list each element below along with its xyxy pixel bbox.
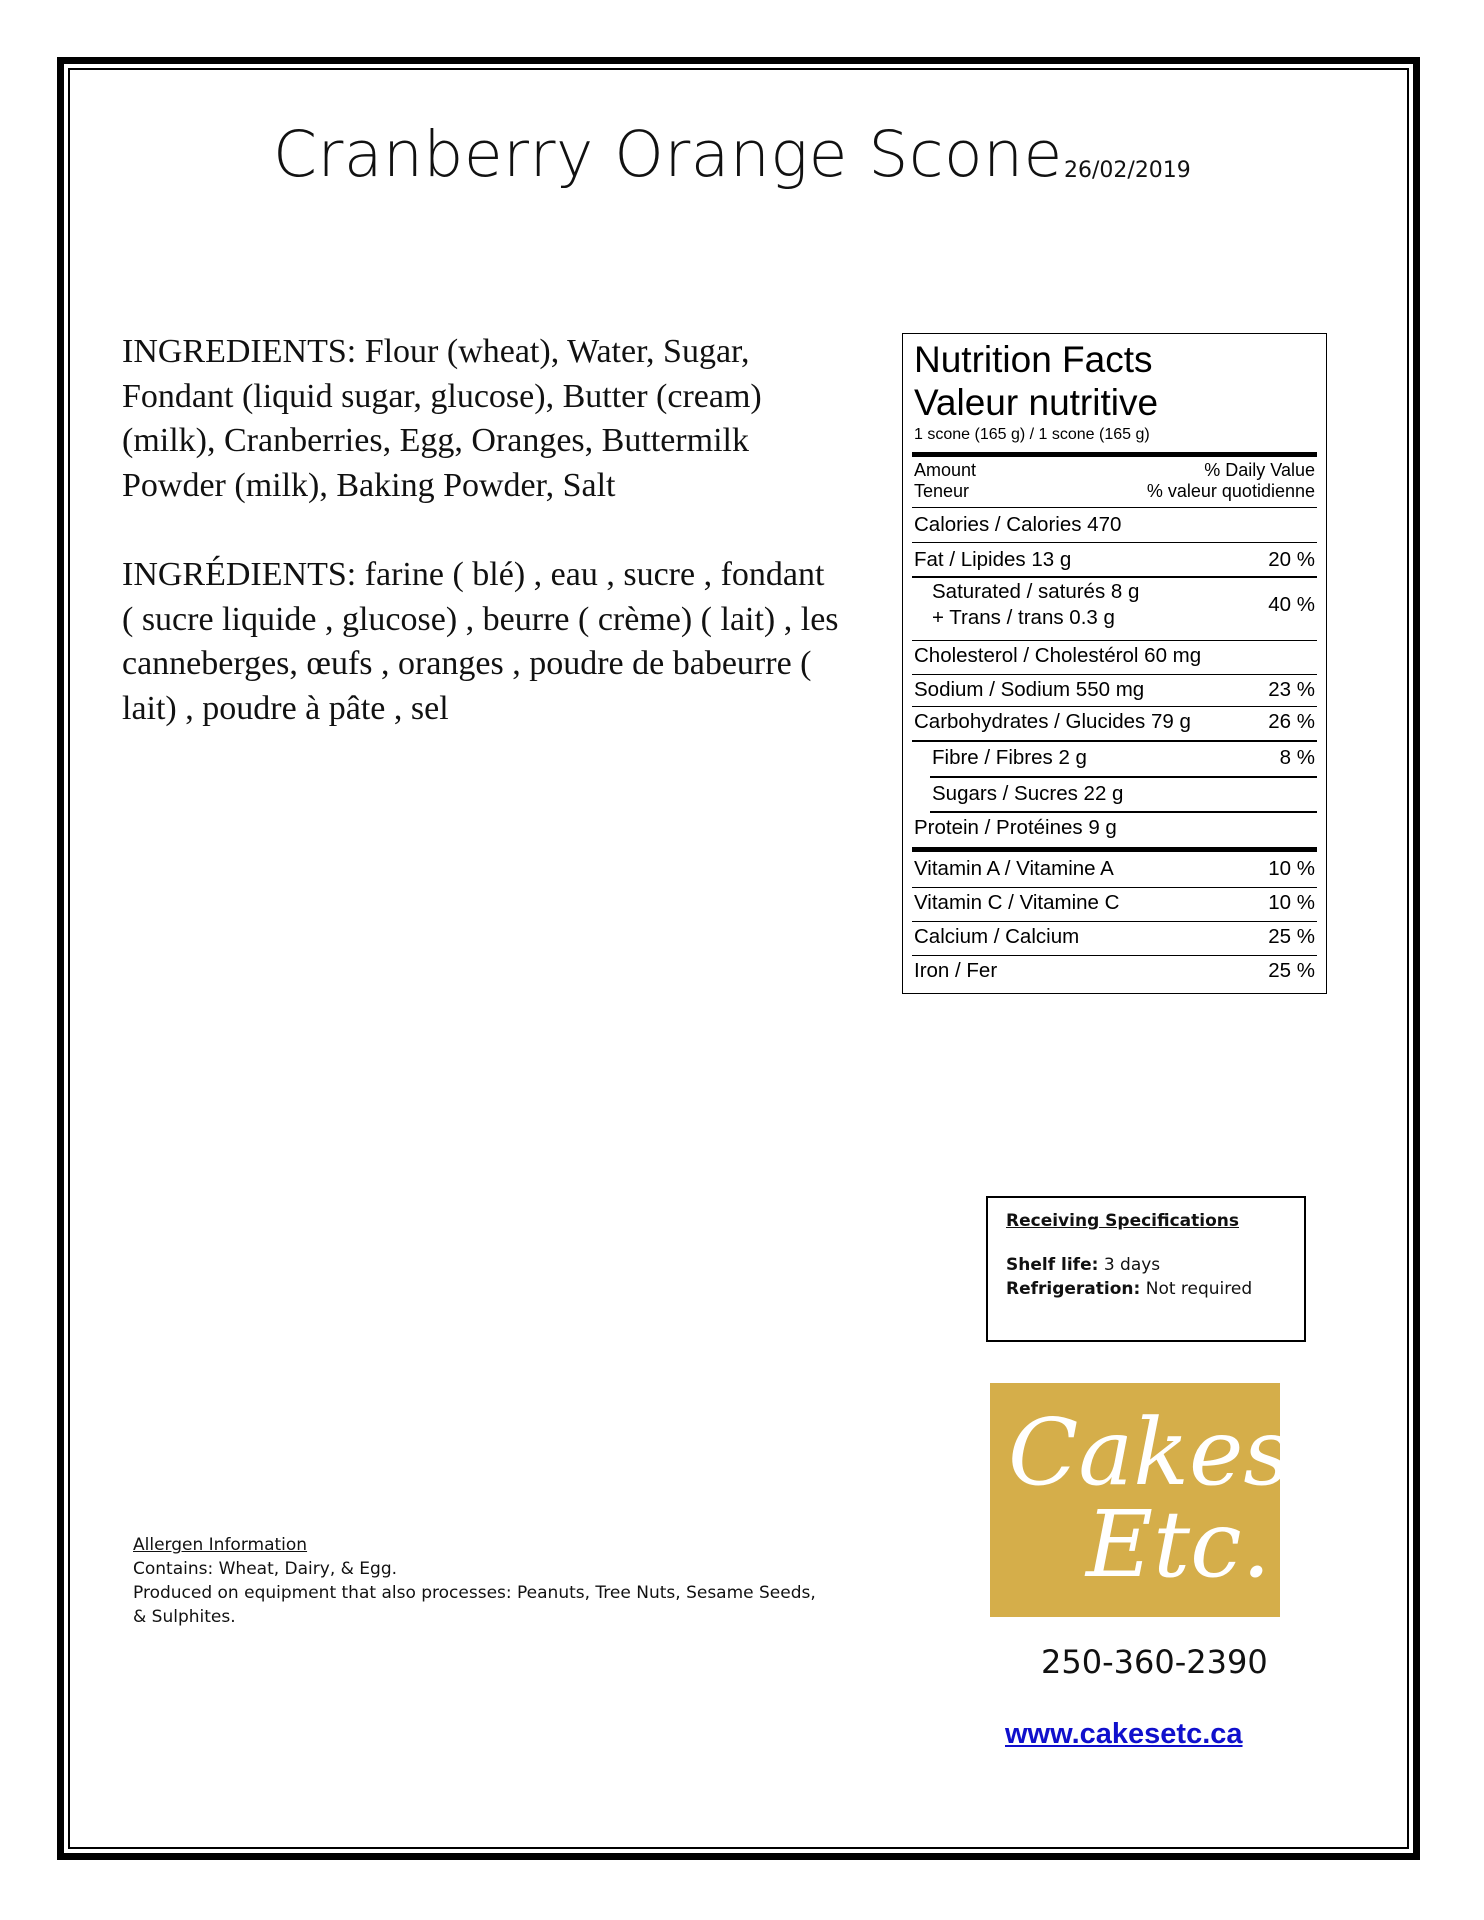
allergen-contains: Contains: Wheat, Dairy, & Egg. (133, 1559, 398, 1579)
nutrition-facts-table (902, 333, 1327, 994)
carbs-row (914, 709, 1315, 735)
allergen-produced-line1: Produced on equipment that also processes: Peanuts, Tree Nuts, Sesame Seeds, (133, 1583, 816, 1603)
divider (912, 576, 1317, 578)
amount-label-fr: Teneur (914, 481, 970, 501)
cholesterol-row (914, 643, 1315, 669)
daily-value-label-fr: % valeur quotidienne (1146, 481, 1315, 501)
saturated-pct: 40 % (1268, 593, 1315, 616)
cakes-etc-logo (990, 1383, 1291, 1617)
refrigeration-line (1006, 1279, 1252, 1299)
serving-size: 1 scone (165 g) / 1 scone (165 g) (914, 426, 1150, 443)
allergen-heading: Allergen Information (133, 1535, 308, 1555)
divider (930, 776, 1317, 778)
calcium-pct: 25 % (1268, 925, 1315, 948)
allergen-information (133, 1533, 913, 1629)
receiving-specifications-box (986, 1196, 1306, 1342)
nutrition-title-en: Nutrition Facts (914, 339, 1153, 380)
divider (912, 640, 1317, 641)
divider (912, 507, 1317, 508)
divider (912, 706, 1317, 707)
divider-thick (912, 847, 1317, 852)
carbs-pct: 26 % (1268, 710, 1315, 733)
vitamin-a-row (914, 856, 1315, 882)
vitamin-c-label: Vitamin C / Vitamine C (914, 891, 1120, 914)
refrigeration-label: Refrigeration: (1006, 1279, 1141, 1299)
daily-value-label-en: % Daily Value (1204, 460, 1315, 480)
fibre-row (914, 745, 1315, 771)
product-title: Cranberry Orange Scone (273, 118, 1063, 191)
fat-pct: 20 % (1268, 548, 1315, 571)
divider (912, 542, 1317, 543)
logo-text-line2: Etc. (1086, 1491, 1271, 1598)
protein-label: Protein / Protéines 9 g (914, 816, 1117, 839)
amount-header-fr (914, 481, 1315, 502)
amount-header-en (914, 460, 1315, 481)
phone-number: 250-360-2390 (1041, 1643, 1268, 1681)
divider (930, 811, 1317, 813)
fibre-pct: 8 % (1279, 746, 1315, 769)
shelf-life-label: Shelf life: (1006, 1255, 1099, 1275)
iron-pct: 25 % (1268, 959, 1315, 982)
cholesterol-label: Cholesterol / Cholestérol 60 mg (914, 644, 1202, 667)
shelf-life-value: 3 days (1103, 1255, 1161, 1275)
carbs-label: Carbohydrates / Glucides 79 g (914, 710, 1191, 733)
divider-thick (912, 452, 1317, 457)
sodium-label: Sodium / Sodium 550 mg (914, 678, 1145, 701)
receiving-title: Receiving Specifications (1006, 1211, 1240, 1231)
divider (912, 887, 1317, 888)
vitamin-c-pct: 10 % (1268, 891, 1315, 914)
fat-label: Fat / Lipides 13 g (914, 548, 1072, 571)
vitamin-c-row (914, 890, 1315, 916)
divider (912, 740, 1317, 742)
trans-label: + Trans / trans 0.3 g (932, 606, 1115, 629)
protein-row (914, 815, 1315, 841)
calories-row (914, 512, 1315, 538)
sugars-label: Sugars / Sucres 22 g (932, 782, 1124, 805)
refrigeration-value: Not required (1145, 1279, 1253, 1299)
website-link[interactable]: www.cakesetc.ca (1005, 1718, 1243, 1750)
logo-text-line1: Cakes (1008, 1399, 1291, 1506)
sodium-pct: 23 % (1268, 678, 1315, 701)
fat-row (914, 547, 1315, 573)
calories-label: Calories / Calories 470 (914, 513, 1122, 536)
iron-row (914, 958, 1315, 984)
allergen-produced-line2: & Sulphites. (133, 1607, 236, 1627)
divider (912, 955, 1317, 956)
label-date: 26/02/2019 (1064, 158, 1191, 183)
vitamin-a-label: Vitamin A / Vitamine A (914, 857, 1114, 880)
calcium-row (914, 924, 1315, 950)
sugars-row (914, 781, 1315, 807)
iron-label: Iron / Fer (914, 959, 998, 982)
nutrition-title-fr: Valeur nutritive (914, 382, 1159, 423)
ingredients-english: INGREDIENTS: Flour (wheat), Water, Sugar, Fondant (liquid sugar, glucose), Butter (cream) (milk), Cranberries, Egg, Oranges, Buttermilk Powder (milk), Baking Powder, Salt (122, 333, 762, 504)
sodium-row (914, 677, 1315, 703)
vitamin-a-pct: 10 % (1268, 857, 1315, 880)
saturated-row (914, 579, 1315, 631)
calcium-label: Calcium / Calcium (914, 925, 1080, 948)
fibre-label: Fibre / Fibres 2 g (932, 746, 1087, 769)
saturated-label: Saturated / saturés 8 g (932, 580, 1140, 603)
divider (912, 674, 1317, 675)
amount-label-en: Amount (914, 460, 977, 480)
divider (912, 921, 1317, 922)
shelf-life-line (1006, 1255, 1160, 1275)
ingredients-french: INGRÉDIENTS: farine ( blé) , eau , sucre , fondant ( sucre liquide , glucose) , beurre ( crème) ( lait) , les canneberges, œufs , oranges , poudre de babeurre ( lait) , poudre à pâte , sel (122, 556, 839, 727)
